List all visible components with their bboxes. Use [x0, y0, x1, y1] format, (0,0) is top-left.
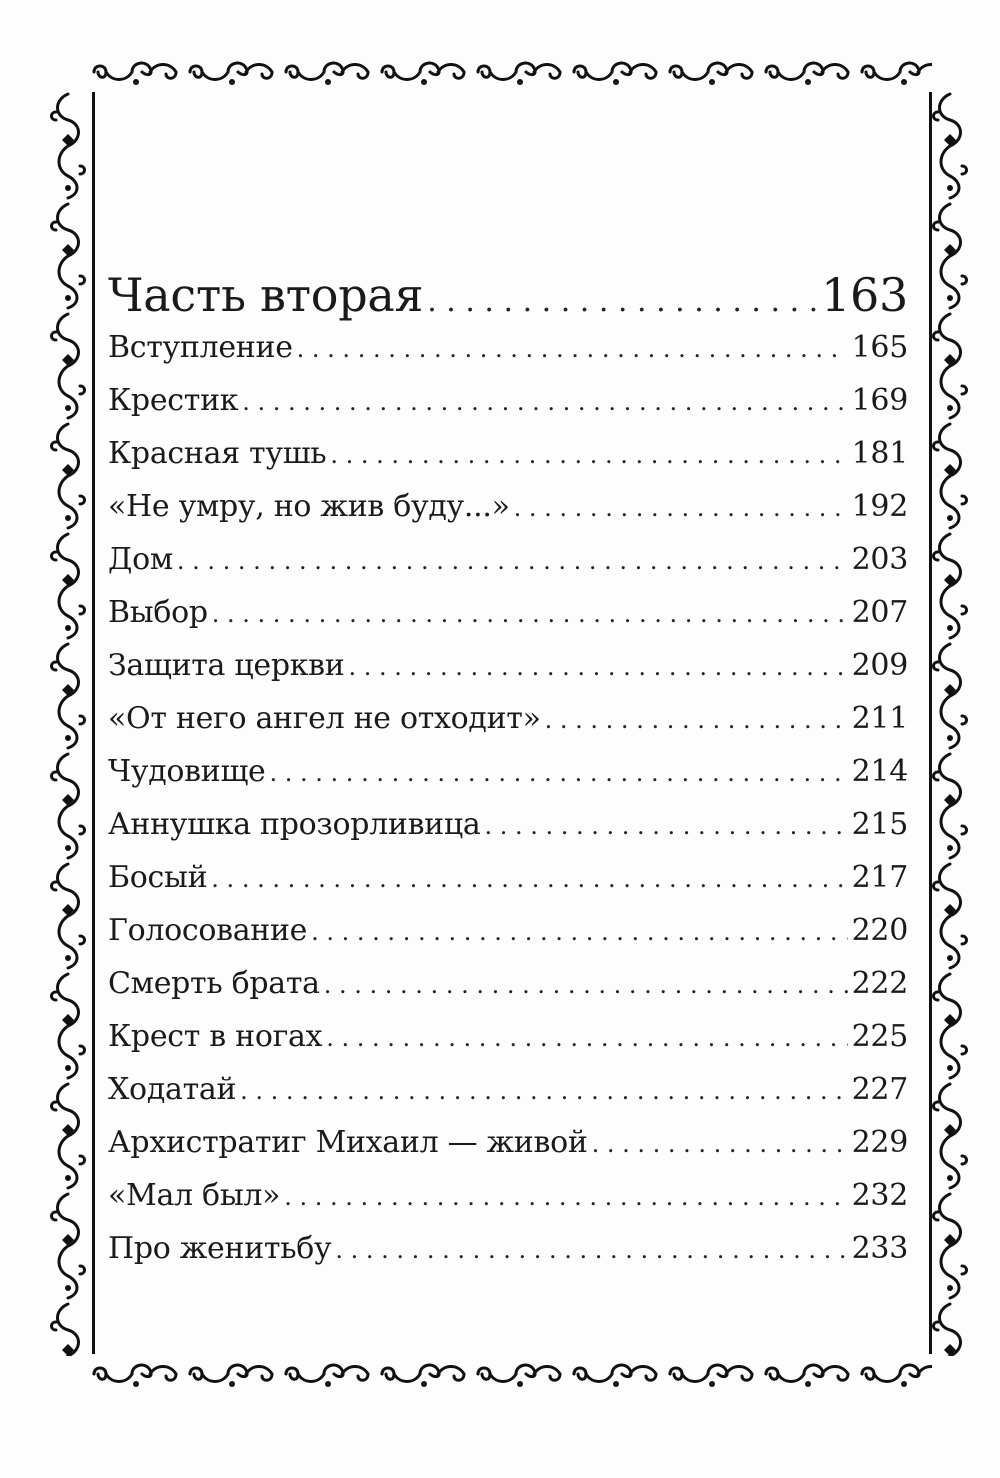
toc-entry — [108, 595, 908, 648]
toc-entry — [108, 807, 908, 860]
toc-entry — [108, 1019, 908, 1072]
leader-dots — [211, 865, 847, 893]
toc-entry-title: Босый — [108, 860, 208, 895]
leader-dots — [284, 1183, 847, 1211]
leader-dots — [514, 494, 848, 522]
toc-entry-title: Голосование — [108, 913, 308, 948]
toc-entry-title: Архистратиг Михаил — живой — [108, 1125, 588, 1160]
right-ornament-border — [930, 90, 970, 1356]
toc-entry-title: «Не умру, но жив буду...» — [108, 489, 510, 524]
toc-entry — [108, 754, 908, 807]
toc-entry-title: «Мал был» — [108, 1178, 281, 1213]
leader-dots — [484, 812, 847, 840]
leader-dots — [545, 706, 848, 734]
leader-dots — [212, 600, 848, 628]
leader-dots — [335, 1236, 847, 1264]
toc-heading-title: Часть вторая — [108, 268, 424, 322]
toc-entry-title: Про женитьбу — [108, 1231, 332, 1266]
toc-entry-page: 227 — [851, 1072, 908, 1107]
toc-entry-page: 233 — [851, 1231, 908, 1266]
toc-entry-title: Выбор — [108, 595, 208, 630]
toc-entry-title: Дом — [108, 542, 173, 577]
toc-entry — [108, 1231, 908, 1284]
toc-entry-page: 192 — [851, 489, 908, 524]
toc-entry-title: Вступление — [108, 330, 293, 365]
toc-entry-page: 217 — [851, 860, 908, 895]
toc-entry-title: Чудовище — [108, 754, 266, 789]
leader-dots — [311, 918, 847, 946]
toc-entry — [108, 860, 908, 913]
toc-entry — [108, 1178, 908, 1231]
toc-entry-title: Защита церкви — [108, 648, 345, 683]
toc-entry-page: 181 — [851, 436, 908, 471]
toc-entry-page: 222 — [851, 966, 908, 1001]
leader-dots — [348, 653, 847, 681]
toc-entry-page: 229 — [851, 1125, 908, 1160]
leader-dots — [324, 971, 848, 999]
table-of-contents — [108, 268, 908, 1284]
leader-dots — [297, 335, 848, 363]
toc-entry-page: 209 — [851, 648, 908, 683]
toc-entry-page: 225 — [851, 1019, 908, 1054]
toc-entry-page: 169 — [851, 383, 908, 418]
toc-entry — [108, 489, 908, 542]
toc-entry-page: 203 — [851, 542, 908, 577]
toc-entry-title: Красная тушь — [108, 436, 327, 471]
toc-entry — [108, 1125, 908, 1178]
toc-heading — [108, 268, 908, 330]
toc-entry — [108, 701, 908, 754]
toc-entry-page: 165 — [851, 330, 908, 365]
bottom-ornament-border — [88, 1356, 932, 1392]
toc-entry-title: Ходатай — [108, 1072, 237, 1107]
leader-dots — [326, 1024, 847, 1052]
left-ornament-border — [48, 90, 88, 1356]
leader-dots — [240, 1077, 847, 1105]
leader-dots — [242, 388, 847, 416]
leader-dots — [427, 284, 817, 319]
toc-entry-title: «От него ангел не отходит» — [108, 701, 541, 736]
top-ornament-border — [88, 54, 932, 90]
toc-entry — [108, 648, 908, 701]
toc-entry-page: 232 — [851, 1178, 908, 1213]
toc-entry — [108, 436, 908, 489]
toc-entry-page: 220 — [851, 913, 908, 948]
leader-dots — [592, 1130, 848, 1158]
toc-entry — [108, 1072, 908, 1125]
toc-entry — [108, 966, 908, 1019]
toc-entry — [108, 383, 908, 436]
toc-entry-page: 214 — [851, 754, 908, 789]
toc-entry-page: 207 — [851, 595, 908, 630]
toc-entry-title: Крестик — [108, 383, 239, 418]
toc-entry-title: Смерть брата — [108, 966, 320, 1001]
toc-entry — [108, 542, 908, 595]
toc-entry-title: Крест в ногах — [108, 1019, 323, 1054]
toc-entry-page: 211 — [851, 701, 908, 736]
toc-heading-page: 163 — [821, 268, 908, 322]
toc-entry — [108, 913, 908, 966]
toc-entry-title: Аннушка прозорливица — [108, 807, 481, 842]
toc-entry — [108, 330, 908, 383]
leader-dots — [270, 759, 848, 787]
leader-dots — [177, 547, 848, 575]
leader-dots — [330, 441, 847, 469]
toc-entry-page: 215 — [851, 807, 908, 842]
